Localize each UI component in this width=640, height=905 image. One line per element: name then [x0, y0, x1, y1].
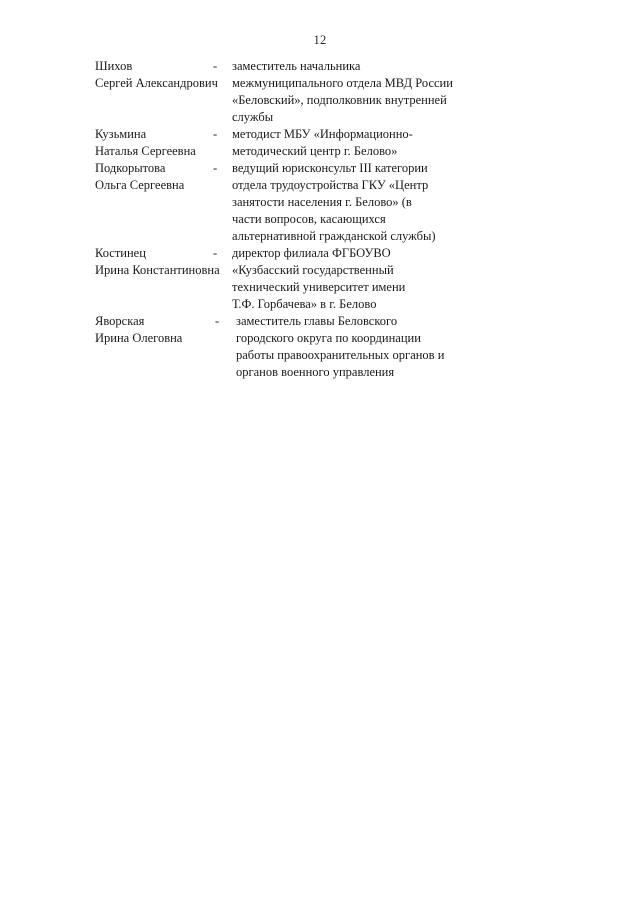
member-position-line: работы правоохранительных органов и [236, 348, 445, 362]
member-position-line: заместитель начальника [232, 59, 361, 73]
member-position-line: ведущий юрисконсульт III категории [232, 161, 428, 175]
member-position-line: заместитель главы Беловского [236, 314, 398, 328]
roster-entry-row [0, 245, 640, 313]
roster-entry-row [0, 313, 640, 381]
roster-entry-row [0, 58, 640, 126]
page-number: 12 [313, 33, 327, 47]
member-name-line: Ирина Олеговна [95, 331, 183, 345]
entry-separator-dash: - [213, 59, 218, 73]
member-name [0, 245, 220, 279]
roster-entry [0, 126, 640, 160]
member-position-line: «Кузбасский государственный [232, 263, 394, 277]
member-position [232, 160, 517, 245]
member-name-line: Шихов [95, 59, 133, 73]
member-position-line: межмуниципального отдела МВД России [232, 76, 453, 90]
member-name-line: Наталья Сергеевна [95, 144, 196, 158]
member-position-line: методический центр г. Белово» [232, 144, 398, 158]
member-position [232, 245, 517, 313]
member-position-line: отдела трудоустройства ГКУ «Центр [232, 178, 429, 192]
member-name-line: Ирина Константиновна [95, 263, 220, 277]
member-position-line: занятости населения г. Белово» (в [232, 195, 412, 209]
member-position-line: части вопросов, касающихся [232, 212, 386, 226]
member-name-line: Сергей Александрович [95, 76, 218, 90]
member-name [0, 126, 213, 160]
member-position-line: «Беловский», подполковник внутренней [232, 93, 447, 107]
member-position [234, 313, 519, 381]
entry-separator-dash: - [213, 246, 218, 260]
member-name-line: Костинец [95, 246, 146, 260]
member-name-line: Подкорытова [95, 161, 166, 175]
member-position-line: городского округа по координации [236, 331, 421, 345]
member-name [0, 313, 213, 347]
member-position-line: Т.Ф. Горбачева» в г. Белово [232, 297, 377, 311]
member-position-line: методист МБУ «Информационно- [232, 127, 413, 141]
member-name-line: Кузьмина [95, 127, 147, 141]
roster-entry-row [0, 160, 640, 245]
member-name [0, 58, 218, 92]
roster-entry [0, 245, 640, 313]
member-position-line: альтернативной гражданской службы) [232, 229, 436, 243]
member-position-line: службы [232, 110, 274, 124]
roster-entry [0, 313, 640, 381]
entry-separator-dash: - [215, 314, 220, 328]
roster-entry [0, 160, 640, 245]
member-name [0, 160, 213, 194]
member-position [232, 58, 517, 126]
roster-entry [0, 58, 640, 126]
member-name-line: Ольга Сергеевна [95, 178, 185, 192]
roster-entry-row [0, 126, 640, 160]
member-position-line: органов военного управления [236, 365, 395, 379]
member-position [232, 126, 517, 160]
member-roster [0, 58, 640, 381]
entry-separator-dash: - [213, 127, 218, 141]
member-position-line: директор филиала ФГБОУВО [232, 246, 391, 260]
entry-separator-dash: - [213, 161, 218, 175]
member-position-line: технический университет имени [232, 280, 406, 294]
member-name-line: Яворская [95, 314, 145, 328]
